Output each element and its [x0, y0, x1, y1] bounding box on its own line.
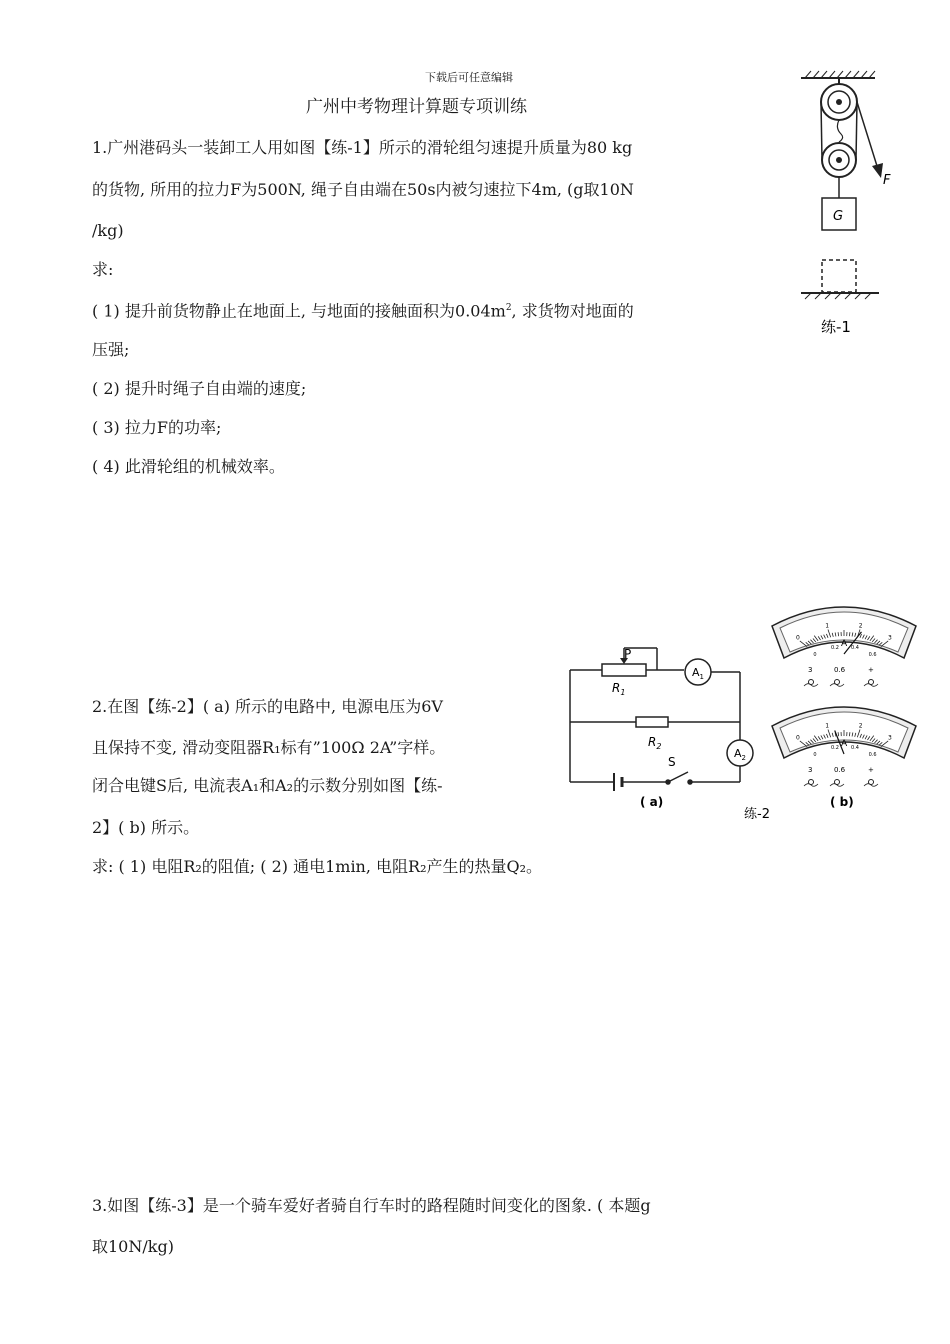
lower-scale-label: 0: [813, 752, 817, 759]
figure-2-caption: 练-2: [744, 807, 770, 822]
q1-part-4: ( 4) 此滑轮组的机械效率。: [92, 457, 285, 476]
lower-scale-label: 0.2: [830, 644, 839, 651]
ammeter-dial-1: [772, 607, 916, 686]
a1-label: $A_1$: [692, 666, 704, 681]
terminal-label: +: [868, 666, 874, 674]
lower-scale-label: 0: [813, 652, 817, 659]
q3-line-2: 取10N/kg): [92, 1237, 174, 1256]
upper-scale-label: 3: [888, 734, 892, 742]
pulley-figure: [795, 68, 905, 343]
q2-ask: 求: ( 1) 电阻R₂的阻值; ( 2) 通电1min, 电阻R₂产生的热量Q₂。: [92, 857, 543, 876]
lower-scale-label: 0.4: [851, 644, 859, 651]
a2-label: $A_2$: [734, 747, 746, 762]
weight-label: G: [833, 209, 844, 224]
header-note: 下载后可任意编辑: [425, 71, 513, 84]
upper-scale-label: 2: [858, 622, 863, 630]
terminal-label: +: [868, 766, 874, 774]
q3-line-1: 3.如图【练-3】是一个骑车爱好者骑自行车时的路程随时间变化的图象. ( 本题g: [92, 1196, 651, 1215]
q2-line-3: 闭合电键S后, 电流表A₁和A₂的示数分别如图【练-: [92, 776, 443, 795]
q1-part-1: ( 1) 提升前货物静止在地面上, 与地面的接触面积为$0.04m^2$, 求货物对地面的: [92, 301, 634, 321]
q2-line-2: 且保持不变, 滑动变阻器R₁标有”100Ω 2A”字样。: [92, 738, 446, 757]
q1-line-1: 1.广州港码头一装卸工人用如图【练-1】所示的滑轮组匀速提升质量为80 kg: [92, 138, 633, 157]
q1-line-2: 的货物, 所用的拉力F为500N, 绳子自由端在50s内被匀速拉下4m, (g取10N: [92, 180, 634, 199]
figure-1-caption: 练-1: [821, 318, 851, 336]
r2-label: $R_2$: [648, 735, 662, 751]
upper-scale-label: 1: [825, 722, 830, 730]
terminal-label: 0.6: [834, 666, 846, 674]
terminal-label: 3: [808, 666, 813, 674]
q2-line-4: 2】( b) 所示。: [92, 818, 200, 837]
figure-b-label: ( b): [830, 795, 854, 809]
scale-tick: [849, 632, 850, 636]
scale-tick: [838, 732, 839, 736]
q1-part-1-cont: 压强;: [92, 340, 130, 359]
q2-line-1: 2.在图【练-2】( a) 所示的电路中, 电源电压为6V: [92, 697, 443, 716]
lower-scale-label: 0.6: [868, 752, 877, 759]
r1-label: $R_1$: [612, 681, 626, 697]
scale-tick: [849, 732, 850, 736]
lower-scale-label: 0.6: [868, 652, 877, 659]
meter-unit: A: [841, 739, 848, 749]
q1-part-3: ( 3) 拉力F的功率;: [92, 418, 222, 437]
ammeter-dial-2: [772, 707, 916, 786]
terminal-label: 0.6: [834, 766, 846, 774]
force-label: F: [883, 173, 891, 188]
upper-scale-label: 2: [858, 722, 863, 730]
meter-unit: A: [841, 639, 848, 649]
upper-scale-label: 0: [795, 734, 800, 742]
q1-ask: 求:: [92, 260, 114, 279]
q1-line-3: /kg): [92, 221, 124, 240]
terminal-label: 3: [808, 766, 813, 774]
scale-tick: [838, 632, 839, 636]
switch-label: S: [668, 755, 676, 769]
slider-label: P: [624, 647, 632, 661]
ammeters-figure: [764, 596, 924, 816]
upper-scale-label: 3: [888, 634, 892, 642]
lower-scale-label: 0.4: [851, 744, 859, 751]
q1-part-2: ( 2) 提升时绳子自由端的速度;: [92, 379, 307, 398]
figure-a-label: ( a): [640, 795, 664, 809]
circuit-figure: [562, 640, 770, 830]
upper-scale-label: 1: [825, 622, 830, 630]
upper-scale-label: 0: [795, 634, 800, 642]
lower-scale-label: 0.2: [830, 744, 839, 751]
page-title: 广州中考物理计算题专项训练: [306, 97, 527, 117]
